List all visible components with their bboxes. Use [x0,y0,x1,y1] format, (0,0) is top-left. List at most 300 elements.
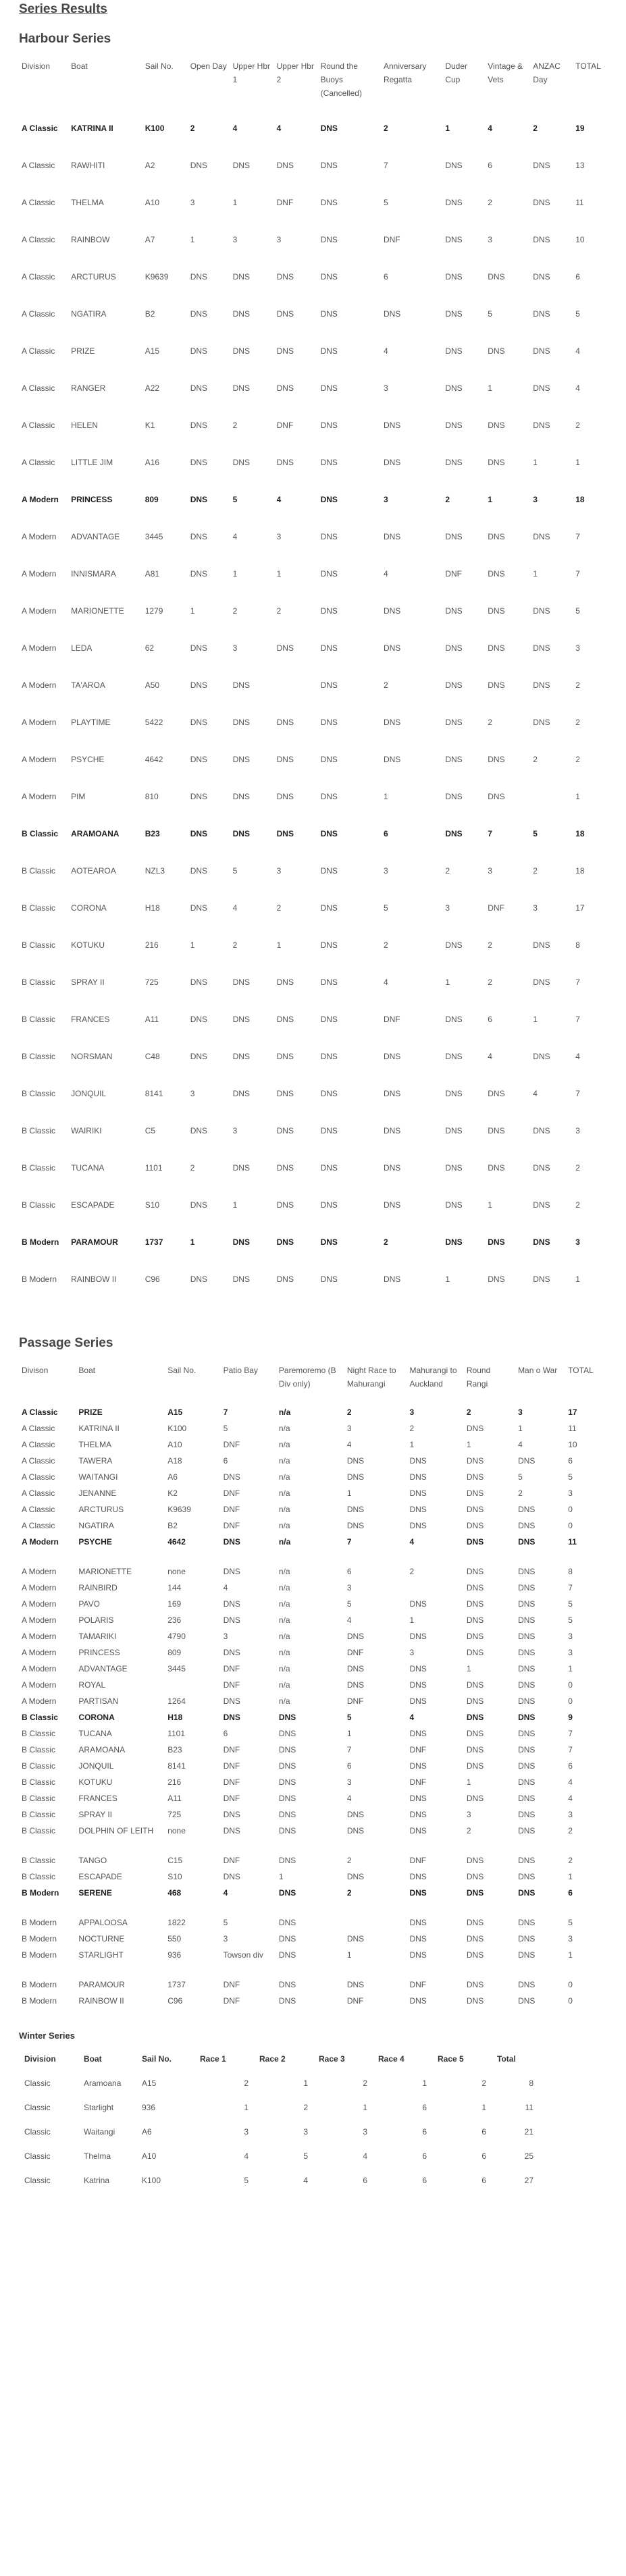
passage-cell: DNS [409,1456,427,1466]
passage-cell: DNS [278,1856,296,1865]
harbour-cell: DNS [190,495,208,504]
passage-cell: n/a [278,1488,290,1498]
table-row [19,1694,607,1711]
passage-cell: 4 [346,1615,352,1625]
harbour-cell: 1 [445,977,450,987]
passage-cell: DNS [466,1950,484,1960]
harbour-cell: DNS [320,1089,338,1098]
harbour-cell: 1 [575,792,580,801]
harbour-cell: DNS [533,532,550,541]
passage-cell: 1101 [167,1729,186,1738]
passage-cell: 2 [346,1888,352,1898]
table-row [19,1161,607,1198]
passage-cell: DNF [223,1980,240,1989]
table-row [19,1124,607,1161]
table-row [19,864,607,901]
passage-cell: DNS [466,1472,484,1482]
harbour-cell: DNS [320,643,338,653]
harbour-cell: 6 [488,1015,492,1024]
harbour-cell: NGATIRA [71,309,107,319]
harbour-cell: 3 [575,1126,580,1135]
harbour-cell: DNS [320,458,338,467]
passage-cell: A15 [167,1407,183,1417]
passage-cell: 5 [518,1472,523,1482]
table-row [19,975,607,1013]
harbour-cell: B Classic [22,977,56,987]
winter-cell: 1 [481,2103,486,2112]
passage-cell: DNS [409,1632,427,1641]
passage-cell: DNS [518,1729,536,1738]
harbour-cell: 5 [383,903,388,913]
passage-cell: POLARIS [78,1615,114,1625]
winter-cell: 6 [481,2127,486,2137]
harbour-cell: DNS [445,383,463,393]
winter-cell: 11 [525,2103,533,2112]
table-row [19,938,607,975]
harbour-cell: 4 [232,532,238,541]
passage-cell: 3 [409,1407,415,1417]
harbour-cell: K1 [145,421,155,430]
harbour-cell: B Classic [22,866,56,876]
harbour-cell: K9639 [145,272,169,281]
passage-cell: DNS [466,1456,484,1466]
passage-cell: DNS [409,1680,427,1690]
harbour-cell: 2 [575,1163,580,1173]
table-row [19,567,607,604]
passage-cell: DNS [518,1583,536,1592]
harbour-cell: 19 [575,124,585,133]
passage-cell: DNS [223,1826,240,1835]
table-row [19,678,607,716]
passage-cell: 3445 [167,1664,186,1673]
passage-cell: DNS [409,1918,427,1927]
passage-cell: 4642 [167,1537,186,1547]
harbour-cell: DNS [190,718,208,727]
table-row [19,1272,607,1310]
passage-cell: B Classic [22,1810,56,1819]
harbour-cell: DNS [232,718,250,727]
passage-cell: 1 [346,1488,352,1498]
harbour-cell: DNS [190,755,208,764]
harbour-cell: DNS [190,866,208,876]
winter-cell: 3 [244,2127,249,2137]
harbour-header-cell: Division [22,61,51,71]
passage-cell: 144 [167,1583,182,1592]
harbour-cell: 2 [276,606,282,616]
harbour-cell: DNS [190,309,208,319]
harbour-cell: DNS [445,309,463,319]
passage-cell: Towson div [223,1950,263,1960]
passage-cell: STARLIGHT [78,1950,124,1960]
harbour-cell: DNS [533,718,550,727]
passage-cell: 0 [568,1505,573,1514]
harbour-cell: RAINBOW II [71,1274,117,1284]
harbour-cell: 4 [575,383,580,393]
winter-cell: 27 [524,2176,533,2185]
harbour-cell: A Classic [22,383,55,393]
passage-cell: DNS [518,1777,536,1787]
harbour-cell: 3 [533,495,538,504]
harbour-cell: DNS [445,1052,463,1061]
harbour-cell: DNS [320,532,338,541]
passage-cell: B Modern [22,1888,59,1898]
harbour-cell: 2 [383,124,388,133]
harbour-cell: DNS [445,532,463,541]
passage-header-cell: Boat [78,1366,96,1375]
table-row [19,1198,607,1235]
harbour-cell: C96 [145,1274,160,1284]
harbour-cell: DNS [383,1052,401,1061]
harbour-cell: DNS [320,606,338,616]
passage-cell: A Modern [22,1599,57,1609]
passage-cell: DNS [409,1826,427,1835]
table-row [19,1613,607,1630]
table-row [19,1870,607,1886]
harbour-cell: 1 [190,940,195,950]
harbour-cell: DNS [320,680,338,690]
harbour-cell: A50 [145,680,160,690]
harbour-header-cell: Boat [71,61,88,71]
passage-cell: DNS [466,1583,484,1592]
passage-cell: DNS [518,1680,536,1690]
passage-cell: CORONA [78,1713,115,1722]
passage-cell: DNS [466,1745,484,1754]
passage-cell: DNF [223,1440,240,1449]
harbour-cell: DNS [533,383,550,393]
passage-cell: DNS [466,1537,484,1547]
table-row [19,307,607,344]
table-row [19,530,607,567]
harbour-cell: A Modern [22,680,57,690]
passage-cell: A10 [167,1440,182,1449]
passage-cell: DNS [518,1872,536,1881]
passage-cell: DNS [278,1761,296,1771]
passage-cell: 4 [223,1888,228,1898]
harbour-cell: 8141 [145,1089,163,1098]
harbour-cell: 6 [488,161,492,170]
harbour-cell: 5422 [145,718,163,727]
harbour-cell [530,790,573,827]
harbour-cell: DNS [276,272,294,281]
table-row [19,1470,607,1486]
passage-cell: DNS [223,1567,240,1576]
passage-cell: A11 [167,1794,182,1803]
harbour-cell: 7 [575,1089,580,1098]
harbour-cell: DNS [232,458,250,467]
passage-cell: DNS [346,1521,365,1530]
table-row [19,159,607,196]
harbour-cell: 4 [383,977,388,987]
harbour-cell: 2 [533,124,538,133]
harbour-header-cell: Sail No. [145,61,174,71]
harbour-cell: DNS [533,1237,550,1247]
winter-cell: 2 [244,2078,249,2088]
passage-cell: DNS [518,1615,536,1625]
harbour-cell: DNS [383,1274,401,1284]
passage-cell: DNS [518,1537,536,1547]
passage-header-cell: Divison [22,1366,49,1375]
harbour-cell: DNS [533,1274,550,1284]
passage-cell: DNS [278,1777,296,1787]
passage-cell: DNS [409,1810,427,1819]
harbour-cell: A16 [145,458,160,467]
passage-cell: DNS [466,1872,484,1881]
harbour-cell: A11 [145,1015,159,1024]
harbour-cell: 2 [575,755,580,764]
harbour-cell: 1 [190,606,195,616]
harbour-cell: JONQUIL [71,1089,107,1098]
winter-cell: K100 [142,2176,161,2185]
passage-cell: A Modern [22,1664,57,1673]
passage-cell: DNF [223,1856,240,1865]
passage-cell: n/a [278,1537,291,1547]
harbour-cell: 3 [383,495,388,504]
passage-cell: ARCTURUS [78,1505,124,1514]
passage-cell: DNS [346,1934,365,1943]
harbour-cell: 3 [232,235,238,244]
harbour-cell: A Classic [22,198,55,207]
table-row [19,1422,607,1438]
passage-cell: 5 [223,1424,228,1433]
passage-cell: 0 [568,1521,573,1530]
winter-series-table [19,2054,539,2200]
winter-cell: A10 [142,2151,157,2161]
winter-cell: 25 [524,2151,533,2161]
passage-cell: n/a [278,1521,290,1530]
passage-cell: 3 [409,1648,415,1657]
harbour-cell: DNS [383,718,401,727]
passage-cell: 8141 [167,1761,186,1771]
table-row [19,1405,607,1422]
passage-cell: 936 [167,1950,182,1960]
passage-cell: A Modern [22,1537,59,1547]
harbour-cell: ARAMOANA [71,829,120,838]
table-row [19,790,607,827]
passage-cell: WAITANGI [78,1472,118,1482]
harbour-cell: DNS [533,940,550,950]
passage-cell: n/a [278,1567,290,1576]
passage-cell: 4 [346,1794,352,1803]
passage-cell: 4 [518,1440,523,1449]
passage-cell: 7 [568,1745,573,1754]
passage-cell: DNS [278,1794,296,1803]
harbour-cell: DNS [445,161,463,170]
harbour-cell: A Classic [22,272,55,281]
passage-cell: n/a [278,1424,290,1433]
passage-cell: DNS [466,1696,484,1706]
passage-cell: DNS [518,1918,536,1927]
harbour-cell: DNS [232,792,250,801]
passage-cell: ARAMOANA [78,1745,126,1754]
harbour-cell: 18 [575,829,585,838]
winter-cell: A15 [142,2078,157,2088]
table-row [19,2103,539,2127]
passage-cell: n/a [278,1696,290,1706]
passage-cell: DNF [223,1521,240,1530]
harbour-cell: 1279 [145,606,163,616]
winter-cell: 6 [422,2151,427,2161]
harbour-cell: 1 [276,569,282,579]
harbour-cell: 2 [232,940,238,950]
harbour-cell: TUCANA [71,1163,105,1173]
passage-cell: DNS [346,1980,365,1989]
harbour-cell: 4 [488,124,492,133]
passage-cell: 1264 [167,1696,186,1706]
harbour-header-cell: Upper Hbr 1 [232,61,270,84]
passage-cell: DNS [518,1745,536,1754]
harbour-cell: 2 [383,680,388,690]
passage-cell: DNS [466,1599,484,1609]
passage-cell: 3 [568,1632,573,1641]
winter-cell: 3 [363,2127,367,2137]
passage-cell: 1 [466,1440,471,1449]
passage-cell: C15 [167,1856,183,1865]
harbour-header-row [19,59,607,122]
passage-cell: DNS [409,1664,427,1673]
table-row [19,1775,607,1792]
table-row [19,270,607,307]
harbour-cell: 11 [575,198,584,207]
table-row [19,419,607,456]
harbour-cell: 2 [445,866,450,876]
passage-cell: 7 [346,1537,352,1547]
winter-cell: 2 [363,2078,367,2088]
harbour-cell: DNS [383,458,401,467]
harbour-cell: 2 [232,421,238,430]
passage-cell: 11 [568,1424,577,1433]
harbour-cell: DNS [445,680,463,690]
harbour-cell: DNS [533,235,550,244]
harbour-cell: DNS [533,977,550,987]
passage-cell: DNS [278,1996,296,2006]
harbour-cell: DNS [232,755,250,764]
harbour-cell: DNS [320,235,338,244]
passage-cell: DNS [466,1918,484,1927]
passage-cell: 6 [223,1456,228,1466]
harbour-cell: KATRINA II [71,124,113,133]
harbour-cell: DNS [320,1274,338,1284]
harbour-cell: DNS [445,718,463,727]
harbour-cell: 2 [575,1200,580,1210]
harbour-cell: A Modern [22,792,57,801]
passage-cell: n/a [278,1664,290,1673]
passage-cell: APPALOOSA [78,1918,128,1927]
passage-cell: DNS [409,1888,427,1898]
harbour-cell: A Classic [22,421,55,430]
harbour-cell: DNS [190,346,208,356]
passage-cell: 3 [346,1583,352,1592]
passage-cell: A Classic [22,1488,55,1498]
harbour-cell: DNS [320,272,338,281]
harbour-cell: 17 [575,903,585,913]
table-row [19,604,607,641]
harbour-cell: DNS [383,643,401,653]
winter-cell: 6 [481,2176,486,2185]
harbour-cell: DNS [276,718,294,727]
passage-cell: DNF [409,1980,427,1989]
passage-cell: A Modern [22,1680,57,1690]
harbour-cell: DNS [190,829,208,838]
table-row [19,1630,607,1646]
passage-cell: 1 [346,1950,352,1960]
harbour-cell: DNS [276,1015,294,1024]
passage-cell: DNS [409,1696,427,1706]
winter-series-title: Winter Series [19,2031,75,2041]
table-row [19,456,607,493]
winter-cell: Starlight [84,2103,114,2112]
passage-cell: 216 [167,1777,182,1787]
passage-cell: n/a [278,1583,290,1592]
harbour-cell: THELMA [71,198,104,207]
passage-cell: PARTISAN [78,1696,119,1706]
harbour-cell: 1101 [145,1163,163,1173]
passage-cell: DNS [466,1615,484,1625]
passage-cell: JENANNE [78,1488,117,1498]
table-row [19,1519,607,1535]
passage-cell: ROYAL [78,1680,106,1690]
passage-cell: DNS [346,1456,365,1466]
winter-header-cell: Race 3 [319,2054,345,2064]
passage-cell: DNS [223,1648,240,1657]
harbour-cell: ARCTURUS [71,272,116,281]
harbour-cell: DNS [320,1200,338,1210]
harbour-cell: 2 [190,1163,195,1173]
passage-cell: 0 [568,1680,573,1690]
harbour-cell: 8 [575,940,580,950]
table-row [19,2151,539,2176]
harbour-cell: DNS [383,1200,401,1210]
passage-cell: 6 [346,1761,352,1771]
passage-cell: 2 [466,1826,471,1835]
harbour-cell: 4 [383,569,388,579]
harbour-cell: 4 [276,495,282,504]
passage-cell: DNS [466,1856,484,1865]
harbour-cell: DNS [533,1052,550,1061]
harbour-cell: A Modern [22,606,57,616]
harbour-cell: DNS [320,1163,338,1173]
harbour-cell: DNS [276,1200,294,1210]
passage-cell: THELMA [78,1440,112,1449]
passage-cell: KATRINA II [78,1424,120,1433]
table-row [19,1454,607,1470]
passage-cell: 1 [466,1664,471,1673]
passage-cell: 3 [223,1934,228,1943]
harbour-cell: 5 [533,829,538,838]
passage-cell: 7 [346,1745,352,1754]
harbour-cell: CORONA [71,903,107,913]
harbour-cell: DNS [276,1163,294,1173]
passage-cell: B Classic [22,1794,56,1803]
passage-cell: n/a [278,1440,290,1449]
harbour-cell: 2 [488,718,492,727]
harbour-cell: PRIZE [71,346,95,356]
passage-cell: DNS [518,1648,536,1657]
harbour-cell: DNS [232,1274,250,1284]
winter-cell: 8 [529,2078,533,2088]
passage-cell: SERENE [78,1888,112,1898]
harbour-cell: 2 [276,903,282,913]
harbour-cell: 3 [575,1237,580,1247]
passage-cell: DNF [223,1488,240,1498]
harbour-cell: 5 [232,495,238,504]
harbour-cell: 7 [383,161,388,170]
passage-cell: 550 [167,1934,182,1943]
passage-cell: 9 [568,1713,573,1722]
harbour-cell: 1 [575,458,580,467]
winter-cell: Aramoana [84,2078,122,2088]
passage-cell: DNF [346,1696,364,1706]
table-row [19,1565,607,1581]
